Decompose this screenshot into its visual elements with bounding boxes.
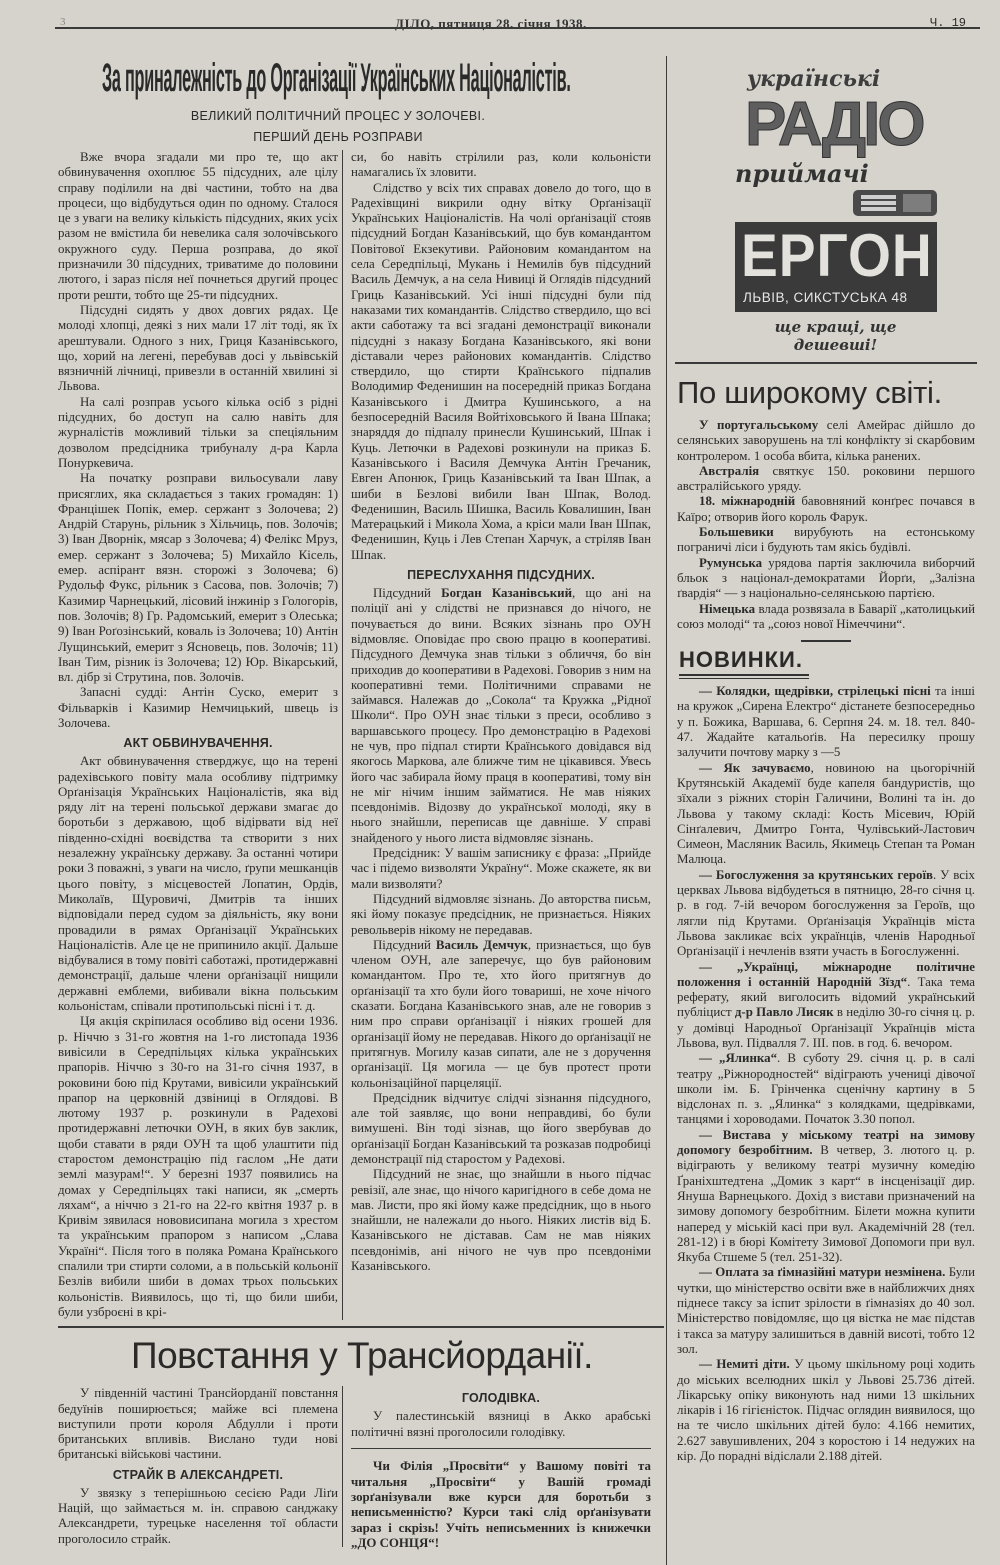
- section-heading: ГОЛОДІВКА.: [461, 1391, 541, 1406]
- ad-address: ЛЬВІВ, СИКСТУСЬКА 48: [743, 290, 908, 305]
- trial-subheadline: ВЕЛИКИЙ ПОЛІТИЧНИЙ ПРОЦЕС У ЗОЛОЧЕВІ.: [190, 109, 486, 123]
- paragraph-text: У цьому шкільному році ходить до міських вселюдних шкіл у Львові 25.736 дітей. Лікарську опіку виконують над ними 13 шкільних лікарів і 16 гігієністок. Підчас оглядин виявилося, що на те число шкільних дітей було: 4.166 немитих, 2.627 завушивлених, 204 з коростою і 14 недужих на кір. До порадні відіслали 2.188 дітей.: [677, 1357, 975, 1463]
- bold-lead-text: Богдан Казанівський: [441, 586, 573, 601]
- ad-brand-box: [735, 222, 937, 312]
- bold-lead-text: Австралія: [699, 463, 760, 478]
- paragraph: [58, 685, 338, 731]
- paragraph-text: вирубують на естонському пограничі ліси і будують там якісь будівлі.: [677, 525, 975, 555]
- ad-brand: ЕРГОН: [741, 222, 933, 289]
- paragraph-text: На салі розправ усього кілька осіб з рідні підсудних, бо доступ на салю навіть для журналістів можливий тільки за спеціяльним дозволом предсідника трибуналу д-ра Карла Понуркевича.: [58, 394, 338, 470]
- paragraph: [677, 525, 975, 556]
- trial-headline-wrap: [58, 56, 666, 106]
- paragraph: [351, 938, 651, 1091]
- paragraph-text: На початку розправи вильосували лаву присяглих, яка складається з таких громадян: 1) Францішек Попік, емер. сержант з Золочева; 2) Андрій Старунь, рільник з Хільчиць, пов. Золочів; 3) Іван Дворнік, мясар з Золочева; 4) Фелікс Мруз, емер. сержант з Золочева; 5) Михайло Кісель, емер. аспірант вязн. сторожі з Золочева; 6) Рудольф Фукс, рільник з Сасова, пов. Золочів; 7) Казимир Чарнецький, лісовий інжинір з Гологорів, пов. Золочів; 8) Гр. Радомський, емерит з Олеська; 9) Іван Роґозінський, коваль із Золочева; 10) Антін Лущинський, емерит з Ясновець, пов. Золочів; 11) Іван Тим, різник із Золочева; 12) Юр. Вікарський, вл. дібр зі Струтина, пов. Золочів.: [58, 471, 338, 685]
- hunger-strike-article: [351, 1390, 651, 1440]
- paragraph: [351, 846, 651, 892]
- paragraph: [677, 494, 975, 525]
- paragraph: [677, 556, 975, 602]
- ad-slogan: ще кращі, ще дешевші!: [774, 318, 897, 354]
- section-heading: ПЕРЕСЛУХАННЯ ПІДСУДНИХ.: [407, 568, 595, 583]
- paragraph: [677, 868, 975, 960]
- bold-lead-text: Румунська: [699, 555, 763, 570]
- transjordan-columns: [58, 1386, 666, 1551]
- section-rule: [351, 1448, 651, 1450]
- ergon-radio-advertisement: [733, 66, 938, 358]
- bold-lead-text: — Вистава у міському театрі на зимову допомогу безробітним.: [677, 1127, 975, 1158]
- paragraph: [677, 761, 975, 868]
- paragraph-text: та інші на кружок „Сирена Електро“ дістанете безпосередньо у п. Божика, Варшава, 6. Серпня 24. м. 18. тел. 840-47. Жадайте катальоґів. На пересилку прошу залучити почтову марку з —5: [677, 684, 976, 760]
- paragraph: [351, 892, 651, 938]
- paragraph-text: Предсідник: У вашім записнику є фраза: „Прийде час і підемо визволяти Україну“. Може скажете, як ви мали визволяти?: [351, 846, 651, 891]
- paragraph-text: Підсудний: [373, 937, 436, 952]
- paragraph: [351, 1409, 651, 1440]
- trial-day-heading: ПЕРШИЙ ДЕНЬ РОЗПРАВИ: [253, 130, 423, 144]
- paragraph-text: . Така тема реферату, який виголосить відомий український публіцист: [677, 974, 975, 1020]
- bold-lead-text: — Богослуження за крутянських героїв: [699, 867, 933, 882]
- paragraph-text: влада розвязала в Баварії „католицький союз молоді“ та „союз нової Німеччини“.: [677, 601, 975, 631]
- newspaper-title-date: ДІЛО, пятниця 28. січня 1938.: [395, 16, 587, 31]
- paragraph: [58, 150, 338, 303]
- paragraph: [677, 1265, 975, 1357]
- paragraph-text: в неділю 30-го січня ц. р. у домівці Народньої Орґанізації Українців міста Львова, вул. Підвалля 7. III. пов. в год. 6. вечором.: [677, 1005, 975, 1050]
- paragraph-text: Підсудний відмовляє зізнань. До авторства письм, які йому показує предсідник, не признається. Ніяких револьверів нікому не передавав.: [351, 891, 651, 937]
- trial-columns: [58, 150, 666, 1320]
- paragraph: [677, 1357, 975, 1464]
- paragraph: [58, 395, 338, 471]
- paragraph-text: Вже вчора згадали ми про те, що акт обвинувачення охоплює 55 підсудних, але цілу справу поділили на дві частини, тобто на два процеси, що відбудуться один по одному. Сталося це з уваги на велику кількість підсудних, яких усіх разом не вмістила би невелика саля золочівського окружного суду. Перша розправа, до якої призначили 30 підсудних, триватиме до половини лютого, і зараз після неї почнеться другий процес проти решти, тобто ще 25-ти підсудних.: [58, 150, 338, 302]
- paragraph: [677, 1051, 975, 1127]
- paragraph-text: бавовняний конґрес почався в Каїро; отворив його король Фарук.: [677, 494, 975, 524]
- paragraph: [677, 602, 975, 633]
- paragraph: [58, 471, 338, 685]
- bold-lead-text: Василь Демчук: [435, 937, 528, 952]
- paragraph: [351, 1091, 651, 1167]
- paragraph-text: Предсідник відчитує слідчі зізнання підсудного, але той заявляє, що вони неправдиві, бо були вимушені. Він тоді зізнав, що його звербував до орґанізації Богдан Казанівський та розказав подробиці демонстрації під старостом у Радехові.: [351, 1090, 651, 1166]
- trial-column-left: [58, 150, 343, 1320]
- paragraph: [58, 1014, 338, 1320]
- paragraph-text: У палестинській вязниці в Акко арабські політичні вязні проголосили голодівку.: [351, 1409, 651, 1439]
- paragraph: [58, 1486, 338, 1547]
- section-rule: [675, 362, 977, 364]
- paragraph-text: Слідство у всіх тих справах довело до того, що в Радехівщині викрили одну вітку Орґанізації Українських Націоналістів. На чолі орґанізації стояв підсудний Богдан Казанівський, що був командантом Повітової Екзекутиви. Районовим командантом на села Середпільці, Мукань і Немилів був підсудний Василь Демчук, а на села Нивиці й Оглядів підсудний Гриць Казанівський. Усі інші підсудні були під наказами тих командантів. Слідство ствердило, що всі акти саботажу та всі згадані демонстрації виконали підсудні з наказу Богдана Казанівського, які вони діставали через районових командантів. Слідство ствердило, що стирти Країнського підпалив Володимир Феденишин на посередній приказ Богдана Казанівського і Дмитра Кушинського, а на безпосередній Василя Войтіховського й Івана Шпака; знаряддя до підпалу принесли Кушинський, Шпак і Куць. Летючки в Радехові розкинули на приказ Б. Казанівського і Василя Демчука Антін Гречаник, Евген Апонюк, Гриць Казанівський та Іван Шпак, а шиби в Безлові вибили Іван Шпак, Волод. Феденишин, Василь Шишка, Василь Ковалишин, Іван Матерацький і Микола Хома, а кріси мали Іван Шпак, Феденишин, Куць і Лев Степан Харчук, а стріляв Іван Шпак.: [351, 180, 651, 562]
- paragraph-text: В четвер, 3. лютого ц. р. відіграють у великому театрі музичну комедію Ґраніхштедтена „Домик з карт“ в інсценізації дир. Януша Варнецького. Дохід з вистави призначений на зимову допомогу безробітним. Білети можна купити наперед у міській касі при вул. Академічній 28 (тел. 281-12) і в бюрі Комітету Зимової Допомоги при вул. Якуба Стшеме 5 (тел. 251-32).: [677, 1143, 975, 1265]
- issue-number: Ч. 19: [930, 16, 967, 30]
- bold-lead-text: — Як зачуваємо: [699, 760, 811, 775]
- paragraph-text: си, бо навіть стрілили раз, коли кольоністи намагались їх зловити.: [351, 150, 651, 180]
- section-rule: [58, 1326, 664, 1328]
- paragraph-text: Запасні судді: Антін Суско, емерит з Фільварків і Казимир Немчицький, швець із Золочева.: [58, 685, 338, 730]
- right-column: [677, 374, 975, 1464]
- masthead-rule: [55, 27, 980, 29]
- bold-lead-text: У португальському: [699, 418, 819, 432]
- trial-column-middle: [343, 150, 663, 1274]
- world-news-headline: По широкому світі.: [677, 375, 942, 410]
- paragraph: [351, 150, 651, 181]
- transjordan-headline: Повстання у Трансйорданії.: [131, 1335, 593, 1377]
- paragraph: [58, 303, 338, 395]
- paragraph: [58, 1386, 338, 1462]
- paragraph-text: , новиною на цьогорічній Крутянській Академії буде капеля бандуристів, що зїхали з ріжних сторін Галичини, Волині та ін. до Львова у такому складі: Кость Місевич, Юрій Сінґалевич, Дмитро Гонта, Чулівський-Ластович Симеон, Масляник Василь, Якимець Степан та Роман Малюца.: [677, 760, 975, 867]
- ad-line-radio: РАДІО: [745, 90, 923, 159]
- ad-line-ukrainian: українські: [747, 66, 881, 92]
- left-area: [58, 56, 667, 1565]
- bold-lead-text: д-р Павло Лисяк: [734, 1005, 834, 1020]
- section-rule: [801, 640, 851, 642]
- paragraph-text: Акт обвинувачення стверджує, що на терені радехівського повіту мала особливу підтримку Орґанізація Українських Націоналістів, яка від ряду літ на терені польської держави змагає до боротьби з державою, щоб відірвати від неї південно-східні воєвідства та створити з них незалежну українську державу. За останні чотири роки 3 поважні, з уваги на число, ґрупи мешканців цього повіту, з місцевостей Лопатин, Ордів, Миколаїв, Щуровичі, Дмитрів та інших відповідали перед судом за діяльність, яку вони провадили в рямах Орґанізації Українських Націоналістів. Але це не припинило акції. Дальше відбувалися в тому повіті саботажі, протидержавні демонстрації, дальше члени орґанізації нищили державні емблеми, вибивали вікна польським кольоністам, співали протипольські пісні і т. д.: [58, 754, 338, 1014]
- paragraph: [351, 1167, 651, 1274]
- transjordan-column-left: [58, 1386, 343, 1547]
- bold-lead-text: — „Українці, міжнародне політичне положення і останній Народній Зїзд“: [677, 959, 975, 989]
- world-news-list: [677, 418, 975, 632]
- paragraph-text: У південній частині Трансйорданії повстання бедуїнів поширюється; майже всі племена виступили проти короля Абдулли і проти британських впливів. Вислано туди нові британські військові частини.: [58, 1386, 338, 1462]
- radio-set-icon: [853, 190, 937, 216]
- paragraph-text: Підсудний не знає, що знайшли в нього підчас ревізії, але знає, що нічого каригідного в себе дома не мав. Листи, про які йому каже предсідник, що в нього знайшли, не належали до нього. Ніяких листів від Б. Казанівського не діставав. Сам не мав ніяких псевдонімів, ані нічого не чув про псевдоніми Казанівського.: [351, 1167, 651, 1274]
- paragraph: [351, 586, 651, 846]
- paragraph-text: , признається, що був членом ОУН, але заперечує, що був районовим командантом. Про те, хто його притягнув до орґанізації та хто були його товариші, не хоче нічого сказати. Богдана Казанівського знав, але не говорив з ним про справи орґанізації і ніяких грошей для орґанізації йому не передавав. Нікого до орґанізації не притягнув. Могилу казав сипати, але не з доручення орґанізації. Ця могила — це був протест проти кольонізаційної парцеляції.: [351, 937, 651, 1090]
- trial-headline: За приналежність до Організації Українських Націоналістів.: [102, 54, 571, 100]
- paragraph-text: Ця акція скріпилася особливо від осени 1936. р. Ніччю з 31-го жовтня на 1-го листопада 1936 вивісили в Середпільцях кілька українських прапорів. Ніччю з 30-го на 31-го січня 1937, в роковини бою під Крутами, вивісили український прапор на церковній дзвіниці в Оглядові. В лютому 1937 р. розкинули в Радехові протидержавні летючки ОУН, в яких був заклик, щоби ставати в ряди ОУН та щоб улаштити під старостом демонстрацію під гаслом „Не дати землі мазурам!“. У березні 1937 появились на домах у Середпільцях такі написи, як „смерть ляхам“, а ніччю з 21-го на 22-го квітня 1937 р. в Кривім зявилася нововисипана могила з хрестом та українським прапором з написом „Слава Україні“. Після того в поляка Романа Країнського спалили три стирти соломи, а в польській кольонії Безлів вибили шиби в домах трьох польських кольоністів. Виявилось, що ті, що били шиби, були узброєні в крі-: [58, 1014, 338, 1319]
- paragraph-text: селі Амейрас дійшло до селянських заворушень на тлі конфлікту зі скарбовим контролером. 1 особа вбита, кілька ранених.: [677, 418, 976, 463]
- section-heading: АКТ ОБВИНУВАЧЕННЯ.: [123, 736, 273, 751]
- paragraph-text: У звязку з теперішньою сесією Ради Ліґи Націй, що займається м. ін. справою санджаку Александрети, турецьке населення тої области проголосило страйк.: [58, 1485, 338, 1546]
- page-number: 3: [60, 16, 66, 28]
- paragraph: [677, 684, 975, 760]
- paragraph-text: Підсудні сидять у двох довгих рядах. Це молоді хлопці, деякі з них мали 17 літ тоді, як їх арештували. Одного з них, Гриця Казанівського, що, хорий на легені, перебував досі у львівській вязничній лічниці, привезли в останній хвилині зі Львова.: [58, 302, 338, 394]
- paragraph: [677, 464, 975, 495]
- bold-lead-text: — Колядки, щедрівки, стрілецькі пісні: [699, 684, 931, 699]
- paragraph-text: Були чутки, що міністерство освіти вже в найближчих днях піднесе таксу за іспит зрілости в ґімназіях до 40 зол. Міністерство повідомляє, що ця вістка не має підстав і такса за матуру залишиться в давній висоті, тобто 12 зол.: [677, 1265, 975, 1356]
- ad-line-receivers: приймачі: [735, 159, 869, 188]
- bold-lead-text: — „Ялинка“: [699, 1051, 778, 1066]
- paragraph-text: . У всіх церквах Львова відбудеться в пятницю, 28-го січня ц. р. в год. 7-ій вечором богослуження за Героїв, що лягли під Крутами. Орґанізація Українців міста Львова закликає всіх українців, членів Народньої Орґанізації і нечленів взяти участь в Богослуженні.: [677, 867, 975, 959]
- paragraph-text: урядова партія заключила виборчий бльок з націонал-демократами Йорґи, „Залізна ґвардія“ — з національно-селянською партією.: [677, 555, 975, 601]
- paragraph: [677, 1128, 975, 1266]
- news-headline: НОВИНКИ.: [679, 647, 803, 673]
- bold-lead-text: — Оплата за ґімназійні матури незмінена.: [699, 1265, 946, 1280]
- paragraph: [677, 418, 975, 464]
- news-headline-underline: [679, 674, 809, 679]
- paragraph: [351, 181, 651, 563]
- prosvita-notice: Чи Філія „Просвіти“ у Вашому повіті та читальня „Просвіти“ у Вашій громаді зорґанізували вже курси для боротьби з неписьменністю? Курси такі слід орґанізувати зараз і скрізь! Учіть неписьменних із книжечки „ДО СОНЦЯ“!: [351, 1459, 651, 1550]
- paragraph-text: . В суботу 29. січня ц. р. в салі театру „Ріжнородностей“ відіграють учениці дівочої школи ім. Б. Грінченка сценічну картину в 5 відслонах п. з. „Ялинка“ з колядками, щедрівками, танцями і хороводами. Початок 3.30 попол.: [677, 1051, 975, 1127]
- paragraph: [58, 754, 338, 1014]
- paragraph-text: Підсудний: [373, 586, 442, 601]
- paragraph-text: , що ані на поліції ані у слідстві не признався до нічого, не почувається до вини. Всяких зізнань про ОУН відмовляє. Оповідає про свою працю в кооперативі. Підсудного Демчука знав тільки з обличчя, бо він приходив до кооперативи в Радехові. Говорив з ним на кооперативні теми. Політичними справами не займався. Належав до „Сокола“ та Кружка „Рідної Школи“. Про ОУН знає тільки з преси, особливо з варшавського процесу. Про демонстрацію в Радехові не чув, про підпал стирти Країнського довідався від якогось Маркова, але ближче тим не цікавився. Увесь його час забирала йому праця в кооперативі, тому він не міг нічим іншим займатися. Не мав ніяких псевдонімів. Відозву до української молоді, яку в нього знайшли, переписав ще давніше. У справі знайденого у нього листа відмовляє зізнань.: [351, 586, 651, 845]
- bold-lead-text: Німецька: [699, 601, 756, 616]
- bold-lead-text: 18. міжнародній: [699, 494, 796, 509]
- masthead: [0, 8, 1000, 31]
- paragraph: [677, 960, 975, 1052]
- section-heading: СТРАЙК В АЛЕКСАНДРЕТІ.: [112, 1467, 284, 1482]
- news-list: [677, 684, 975, 1464]
- paragraph-text: святкує 150. роковини першого австралійського уряду.: [677, 463, 975, 494]
- transjordan-column-middle: [343, 1386, 663, 1551]
- bold-lead-text: Большевики: [699, 525, 774, 540]
- bold-lead-text: — Немиті діти.: [699, 1357, 790, 1372]
